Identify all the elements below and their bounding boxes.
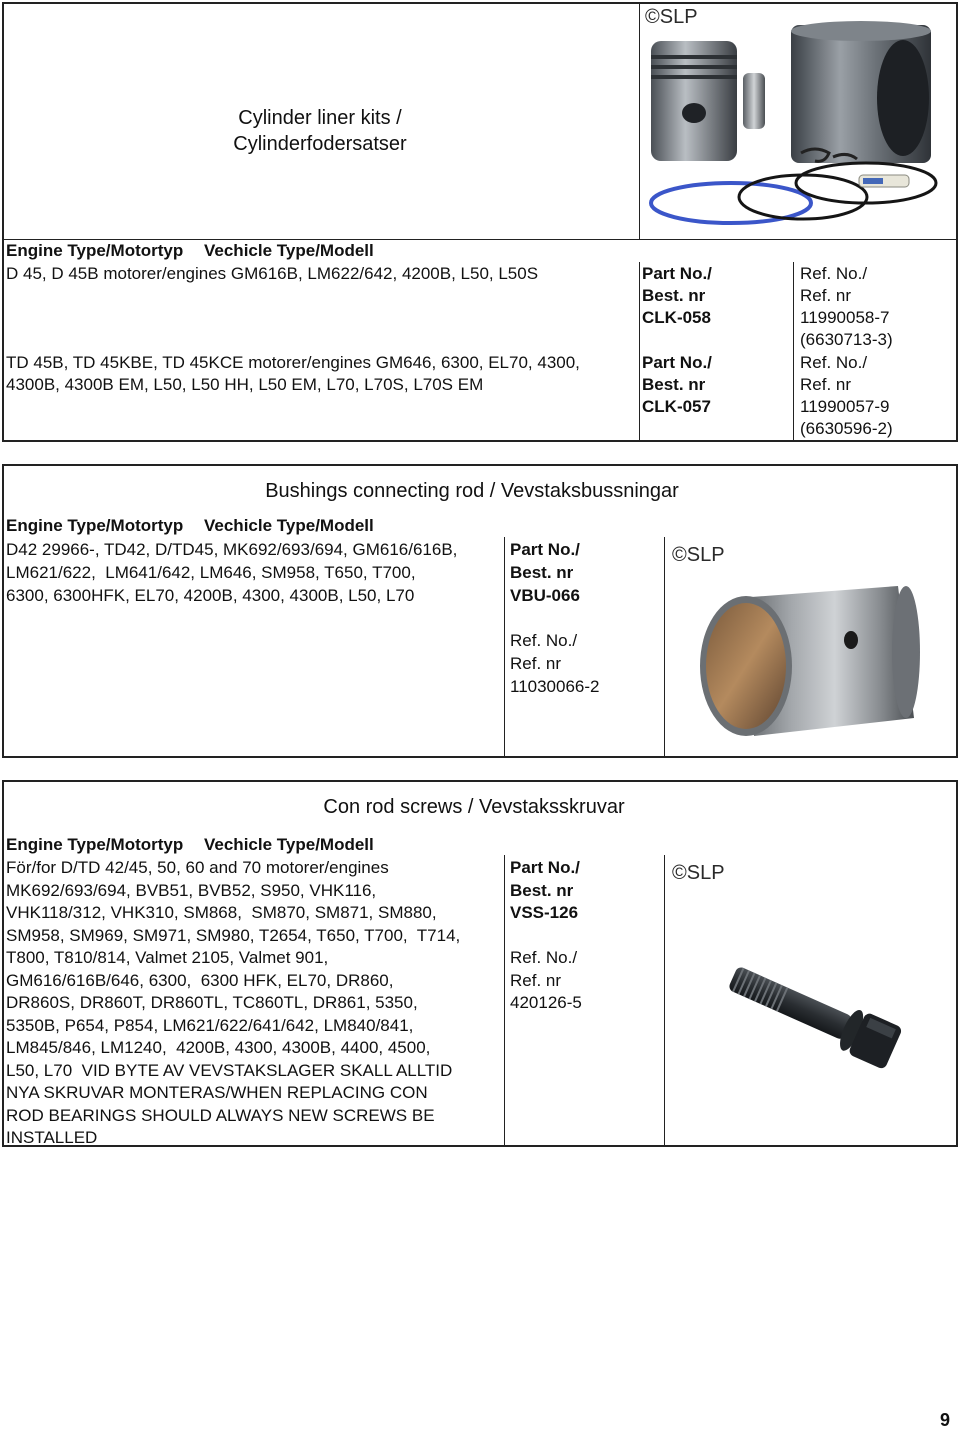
engine-applicability: D 45, D 45B motorer/engines GM616B, LM622/642, 4200B, L50, L50S (6, 264, 539, 283)
part-number-label: Part No./ (510, 858, 580, 877)
engine-applicability: SM958, SM969, SM971, SM980, T2654, T650, T700, T714, (6, 925, 461, 945)
divider (793, 262, 794, 442)
ref-number-label: Ref. nr (510, 654, 562, 673)
divider (504, 855, 505, 1147)
con-rod-screw-illustration (668, 886, 956, 1145)
engine-applicability: T800, T810/814, Valmet 2105, Valmet 901, (6, 948, 329, 967)
part-number-label: Best. nr (510, 563, 574, 582)
engine-applicability: LM845/846, LM1240, 4200B, 4300, 4300B, 4400, 4500, (6, 1038, 431, 1057)
ref-number-label: Ref. No./ (800, 353, 868, 372)
part-number-label: Part No./ (642, 353, 712, 372)
engine-applicability: 5350B, P654, P854, LM621/622/641/642, LM840/841, (6, 1015, 414, 1035)
divider (639, 2, 640, 240)
part-number: VBU-066 (510, 586, 580, 605)
part-number: VSS-126 (510, 903, 579, 922)
column-header-engine-type: Engine Type/Motortyp (6, 241, 184, 260)
engine-applicability: INSTALLED (6, 1128, 98, 1147)
ref-number-label: Ref. No./ (800, 264, 868, 283)
copyright-label: ©SLP (672, 544, 725, 566)
engine-applicability: LM621/622, LM641/642, LM646, SM958, T650, T700, (6, 563, 416, 582)
cylinder-liner-kit-illustration (641, 3, 957, 238)
ref-number-label: Ref. nr (800, 286, 852, 305)
engine-applicability: MK692/693/694, BVB51, BVB52, S950, VHK116, (6, 880, 377, 900)
product-image-con-rod-screw (668, 886, 956, 1145)
engine-applicability: TD 45B, TD 45KBE, TD 45KCE motorer/engines GM646, 6300, EL70, 4300, (6, 353, 580, 372)
section-title (2, 105, 638, 157)
ref-number-alt: (6630713-3) (800, 330, 893, 349)
divider (664, 537, 665, 758)
part-number: CLK-058 (642, 308, 711, 327)
engine-applicability: 4300B, 4300B EM, L50, L50 HH, L50 EM, L70, L70S, L70S EM (6, 375, 484, 394)
title-line: Cylinderfodersatser (233, 133, 407, 155)
engine-applicability: För/for D/TD 42/45, 50, 60 and 70 motorer/engines (6, 858, 389, 877)
engine-applicability: NYA SKRUVAR MONTERAS/WHEN REPLACING CON (6, 1083, 428, 1102)
title-line: Cylinder liner kits / (238, 107, 402, 129)
column-header-engine-type: Engine Type/Motortyp (6, 835, 184, 854)
divider (504, 537, 505, 758)
engine-applicability: VHK118/312, VHK310, SM868, SM870, SM871, SM880, (6, 903, 437, 922)
ref-number: 420126-5 (510, 993, 582, 1012)
ref-number-label: Ref. No./ (510, 631, 578, 650)
engine-applicability: D42 29966-, TD42, D/TD45, MK692/693/694, GM616/616B, (6, 540, 458, 559)
ref-number: 11990058-7 (800, 308, 890, 327)
part-number-label: Best. nr (642, 286, 706, 305)
section-title: Con rod screws / Vevstaksskruvar (323, 796, 625, 818)
column-header-vehicle-type: Vechicle Type/Modell (204, 835, 374, 854)
engine-applicability: DR860S, DR860T, DR860TL, TC860TL, DR861, 5350, (6, 993, 418, 1012)
ref-number-label: Ref. nr (800, 375, 852, 394)
ref-number-label: Ref. No./ (510, 948, 578, 967)
copyright-label: ©SLP (672, 862, 725, 884)
engine-applicability: 6300, 6300HFK, EL70, 4200B, 4300, 4300B, L50, L70 (6, 586, 415, 605)
engine-applicability: GM616/616B/646, 6300, 6300 HFK, EL70, DR860, (6, 970, 394, 990)
ref-number-label: Ref. nr (510, 970, 562, 990)
ref-number-alt: (6630596-2) (800, 419, 893, 438)
divider (664, 855, 665, 1147)
product-image-cylinder-liner-kit (641, 3, 957, 238)
part-number-label: Part No./ (642, 264, 712, 283)
part-number-label: Best. nr (510, 880, 574, 900)
page-number: 9 (940, 1410, 951, 1430)
copyright-label: ©SLP (645, 6, 698, 28)
section-title: Bushings connecting rod / Vevstaksbussningar (265, 480, 679, 502)
part-number-label: Part No./ (510, 540, 580, 559)
engine-applicability: L50, L70 VID BYTE AV VEVSTAKSLAGER SKALL ALLTID (6, 1060, 453, 1080)
divider (639, 262, 640, 442)
part-number-label: Best. nr (642, 375, 706, 394)
part-number: CLK-057 (642, 397, 711, 416)
column-header-vehicle-type: Vechicle Type/Modell (204, 516, 374, 535)
column-header-vehicle-type: Vechicle Type/Modell (204, 241, 374, 260)
ref-number: 11990057-9 (800, 397, 890, 416)
ref-number: 11030066-2 (510, 677, 600, 696)
column-header-engine-type: Engine Type/Motortyp (6, 516, 184, 535)
bushing-illustration (668, 568, 956, 756)
product-image-bushing (668, 568, 956, 756)
engine-applicability: ROD BEARINGS SHOULD ALWAYS NEW SCREWS BE (6, 1105, 435, 1125)
